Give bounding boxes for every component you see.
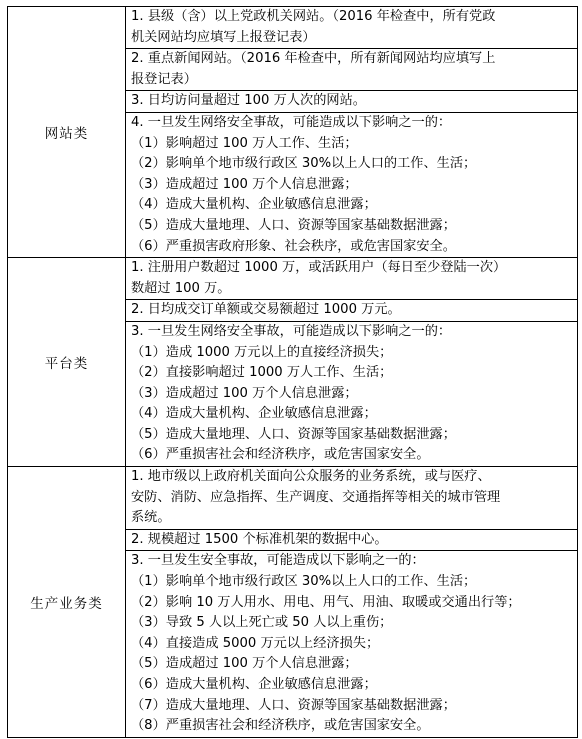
criterion-line: （4）造成大量机构、企业敏感信息泄露；: [131, 406, 377, 422]
criterion-line: 4. 一旦发生网络安全事故，可能造成以下影响之一的：: [131, 114, 452, 130]
criterion-line: 系统。: [131, 510, 171, 526]
criterion-cell: [126, 467, 578, 530]
criterion-cell: [126, 112, 578, 257]
criterion-line: （1）造成 1000 万元以上的直接经济损失；: [131, 344, 393, 360]
criterion-line: （6）严重损害社会和经济秩序，或危害国家安全。: [131, 447, 430, 463]
criterion-line: （7）造成大量地理、人口、资源等国家基础数据泄露；: [131, 697, 456, 713]
criterion-line: （2）影响单个地市级行政区 30%以上人口的工作、生活；: [131, 156, 477, 172]
criterion-line: 3. 一旦发生网络安全事故，可能造成以下影响之一的：: [131, 323, 452, 339]
criteria-table: [7, 6, 578, 738]
criterion-line: （3）导致 5 人以上死亡或 50 人以上重伤；: [131, 615, 393, 631]
criterion-line: （5）造成大量地理、人口、资源等国家基础数据泄露；: [131, 426, 456, 442]
criterion-line: 2. 规模超过 1500 个标准机架的数据中心。: [131, 531, 388, 547]
criterion-line: （2）直接影响超过 1000 万人工作、生活；: [131, 365, 393, 381]
criterion-line: 2. 重点新闻网站。（2016 年检查中，所有新闻网站均应填写上: [131, 51, 496, 67]
criterion-line: （6）造成大量机构、企业敏感信息泄露；: [131, 677, 377, 692]
criterion-line: （5）造成超过 100 万个人信息泄露；: [131, 656, 358, 672]
criterion-line: （4）直接造成 5000 万元以上经济损失；: [131, 635, 380, 651]
criterion-line: （1）影响超过 100 万人工作、生活；: [131, 135, 358, 151]
criterion-line: 安防、消防、应急指挥、生产调度、交通指挥等相关的城市管理: [131, 489, 501, 505]
criterion-line: （6）严重损害政府形象、社会秩序，或危害国家安全。: [131, 238, 456, 254]
criterion-line: （5）造成大量地理、人口、资源等国家基础数据泄露；: [131, 217, 456, 233]
criterion-cell: [126, 7, 578, 49]
criterion-cell: [126, 49, 578, 91]
criterion-line: （4）造成大量机构、企业敏感信息泄露；: [131, 197, 377, 213]
criterion-line: （8）严重损害社会和经济秩序，或危害国家安全。: [131, 718, 430, 734]
criterion-line: 2. 日均成交订单额或交易额超过 1000 万元。: [131, 302, 401, 318]
criterion-line: 3. 日均访问量超过 100 万人次的网站。: [131, 93, 366, 109]
table-row: [8, 467, 578, 530]
criterion-cell: [126, 91, 578, 113]
category-cell: 生产业务类: [8, 467, 126, 738]
table-row: [8, 258, 578, 300]
criterion-line: 3. 一旦发生安全事故，可能造成以下影响之一的：: [131, 553, 425, 569]
criterion-line: 报登记表）: [131, 71, 197, 87]
criterion-line: 1. 地市级以上政府机关面向公众服务的业务系统，或与医疗、: [131, 469, 491, 485]
criterion-line: （2）影响 10 万人用水、用电、用气、用油、取暖或交通出行等；: [131, 594, 521, 610]
criterion-line: （1）影响单个地市级行政区 30%以上人口的工作、生活；: [131, 574, 477, 590]
criterion-line: 1. 注册用户数超过 1000 万，或活跃用户（每日至少登陆一次）: [131, 260, 507, 276]
criterion-line: （3）造成超过 100 万个人信息泄露；: [131, 176, 358, 192]
criterion-cell: [126, 300, 578, 322]
criterion-cell: [126, 551, 578, 737]
category-cell: 平台类: [8, 258, 126, 467]
criterion-line: （3）造成超过 100 万个人信息泄露；: [131, 385, 358, 401]
criterion-line: 数超过 100 万。: [131, 280, 231, 296]
criterion-cell: [126, 321, 578, 466]
criterion-line: 机关网站均应填写上报登记表）: [131, 29, 316, 45]
criterion-line: 1. 县级（含）以上党政机关网站。（2016 年检查中，所有党政: [131, 9, 496, 24]
category-cell: 网站类: [8, 7, 126, 258]
table-row: [8, 7, 578, 49]
criterion-cell: [126, 258, 578, 300]
criterion-cell: [126, 529, 578, 551]
